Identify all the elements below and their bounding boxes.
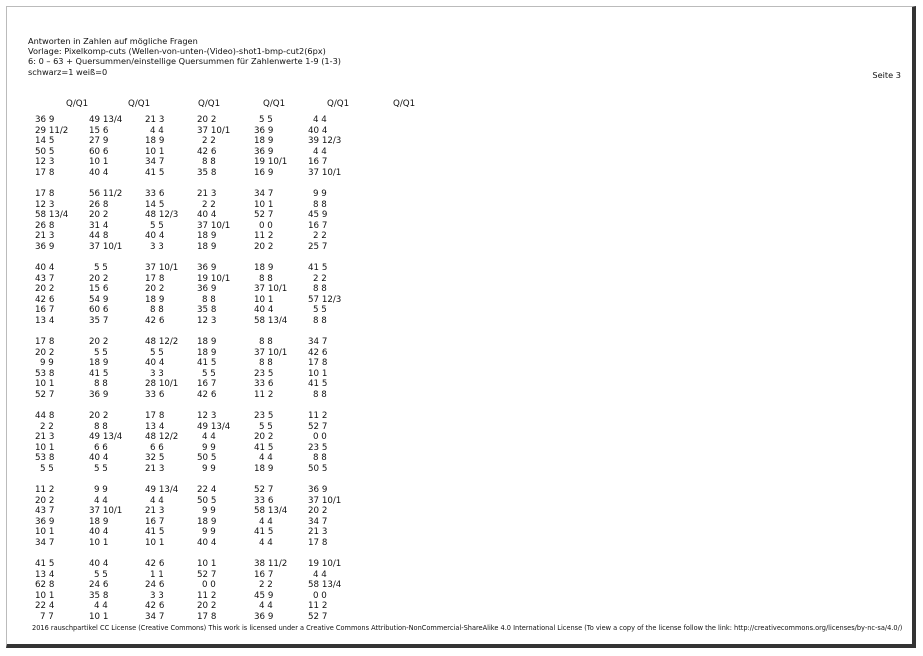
table-cell: 10 1 — [89, 157, 109, 168]
table-cell: 20 2 — [308, 506, 328, 517]
table-cell: 17 8 — [145, 273, 165, 284]
table-cell: 9 9 — [202, 464, 216, 474]
table-cell: 16 7 — [197, 379, 217, 390]
table-cell: 21 3 — [35, 231, 55, 242]
column-header: Q/Q1 — [393, 99, 416, 109]
table-cell: 8 8 — [94, 421, 108, 432]
table-cell: 11 2 — [35, 485, 55, 495]
table-cell: 12 3 — [35, 199, 55, 210]
table-cell: 49 13/4 — [145, 485, 179, 495]
table-cell: 3 3 — [150, 590, 164, 601]
table-cell: 58 13/4 — [308, 580, 342, 591]
table-cell: 16 7 — [308, 157, 328, 168]
table-cell: 1 1 — [150, 569, 164, 580]
table-cell: 2 2 — [313, 273, 327, 284]
table-cell: 52 7 — [35, 390, 55, 400]
table-cell: 15 6 — [89, 284, 109, 295]
table-cell: 5 5 — [40, 464, 54, 474]
table-cell: 50 5 — [35, 146, 55, 157]
table-cell: 25 7 — [308, 242, 328, 252]
table-cell: 58 13/4 — [35, 210, 69, 221]
table-cell: 37 10/1 — [89, 506, 123, 517]
table-cell: 5 5 — [150, 220, 164, 231]
table-cell: 18 9 — [254, 136, 274, 147]
table-cell: 19 10/1 — [308, 559, 342, 569]
table-cell: 49 13/4 — [197, 421, 231, 432]
table-cell: 40 4 — [197, 538, 217, 548]
table-cell: 8 8 — [313, 316, 327, 326]
table-cell: 4 4 — [259, 453, 273, 464]
header-title: Antworten in Zahlen auf mögliche Fragen — [28, 36, 198, 46]
table-cell: 53 8 — [35, 453, 55, 464]
table-cell: 17 8 — [145, 411, 165, 421]
table-cell: 9 9 — [202, 506, 216, 517]
table-cell: 11 2 — [254, 390, 274, 400]
header-source: Vorlage: Pixelkomp-cuts (Wellen-von-unten-(Video)-shot1-bmp-cut2(6px) — [28, 46, 326, 57]
table-cell: 42 6 — [145, 601, 165, 612]
table-cell: 50 5 — [197, 453, 217, 464]
table-cell: 9 9 — [313, 189, 327, 199]
column-header: Q/Q1 — [327, 99, 350, 109]
table-cell: 41 5 — [308, 379, 328, 390]
column-header: Q/Q1 — [263, 99, 286, 109]
table-cell: 5 5 — [94, 347, 108, 358]
table-cell: 8 8 — [202, 294, 216, 305]
table-cell: 35 8 — [89, 590, 109, 601]
table-cell: 13 4 — [35, 316, 55, 326]
table-cell: 10 1 — [35, 379, 55, 390]
table-cell: 39 12/3 — [308, 136, 342, 147]
table-cell: 0 0 — [202, 580, 216, 591]
table-cell: 4 4 — [313, 569, 327, 580]
table-cell: 45 9 — [254, 590, 274, 601]
table-cell: 38 11/2 — [254, 559, 288, 569]
table-cell: 34 7 — [145, 157, 165, 168]
table-cell: 42 6 — [35, 294, 55, 305]
table-cell: 9 9 — [40, 358, 54, 369]
table-cell: 52 7 — [308, 612, 328, 622]
table-cell: 34 7 — [254, 189, 274, 199]
table-cell: 40 4 — [35, 263, 55, 273]
table-cell: 22 4 — [35, 601, 55, 612]
table-cell: 8 8 — [202, 157, 216, 168]
table-cell: 9 9 — [202, 442, 216, 453]
column-header: Q/Q1 — [128, 99, 151, 109]
table-cell: 50 5 — [197, 495, 217, 506]
table-cell: 4 4 — [150, 125, 164, 136]
table-cell: 17 8 — [35, 168, 55, 178]
table-cell: 24 6 — [145, 580, 165, 591]
table-cell: 56 11/2 — [89, 189, 123, 199]
table-cell: 62 8 — [35, 580, 55, 591]
table-cell: 3 3 — [150, 368, 164, 379]
header-legend: schwarz=1 weiß=0 — [28, 66, 108, 77]
table-cell: 36 9 — [197, 284, 217, 295]
table-cell: 5 5 — [94, 569, 108, 580]
table-cell: 40 4 — [254, 305, 274, 316]
table-cell: 40 4 — [89, 453, 109, 464]
table-cell: 37 10/1 — [254, 347, 288, 358]
column-header: Q/Q1 — [198, 99, 221, 109]
table-cell: 10 1 — [197, 559, 217, 569]
table-cell: 41 5 — [145, 168, 165, 178]
table-cell: 4 4 — [202, 432, 216, 443]
table-cell: 43 7 — [35, 506, 55, 517]
table-cell: 2 2 — [202, 136, 216, 147]
table-cell: 33 6 — [145, 390, 165, 400]
table-cell: 37 10/1 — [197, 125, 231, 136]
table-cell: 8 8 — [313, 199, 327, 210]
table-cell: 20 2 — [145, 284, 165, 295]
table-cell: 40 4 — [89, 527, 109, 538]
table-cell: 40 4 — [89, 168, 109, 178]
table-cell: 10 1 — [89, 612, 109, 622]
table-cell: 37 10/1 — [308, 495, 342, 506]
table-cell: 4 4 — [94, 601, 108, 612]
table-cell: 18 9 — [197, 516, 217, 527]
table-cell: 53 8 — [35, 368, 55, 379]
table-cell: 37 10/1 — [254, 284, 288, 295]
column-header: Q/Q1 — [66, 99, 89, 109]
table-cell: 26 8 — [89, 199, 109, 210]
header-description: 6: 0 – 63 + Quersummen/einstellige Quersummen für Zahlenwerte 1-9 (1-3) — [28, 56, 341, 67]
table-cell: 36 9 — [254, 125, 274, 136]
table-cell: 36 9 — [254, 146, 274, 157]
table-cell: 19 10/1 — [197, 273, 231, 284]
table-cell: 26 8 — [35, 220, 55, 231]
table-cell: 8 8 — [94, 379, 108, 390]
table-cell: 10 1 — [145, 146, 165, 157]
table-cell: 36 9 — [308, 485, 328, 495]
table-cell: 18 9 — [254, 464, 274, 474]
table-cell: 13 4 — [145, 421, 165, 432]
table-cell: 21 3 — [145, 506, 165, 517]
table-cell: 54 9 — [89, 294, 109, 305]
table-cell: 37 10/1 — [197, 220, 231, 231]
table-cell: 40 4 — [145, 358, 165, 369]
table-cell: 35 7 — [89, 316, 109, 326]
table-cell: 8 8 — [259, 337, 273, 347]
table-cell: 10 1 — [35, 442, 55, 453]
table-cell: 35 8 — [197, 305, 217, 316]
table-cell: 42 6 — [145, 559, 165, 569]
table-cell: 20 2 — [254, 432, 274, 443]
table-cell: 50 5 — [308, 464, 328, 474]
table-cell: 16 7 — [254, 569, 274, 580]
table-cell: 20 2 — [89, 337, 109, 347]
table-cell: 36 9 — [35, 516, 55, 527]
table-cell: 34 7 — [145, 612, 165, 622]
table-cell: 48 12/3 — [145, 210, 179, 221]
table-cell: 41 5 — [197, 358, 217, 369]
table-cell: 41 5 — [308, 263, 328, 273]
table-cell: 16 7 — [35, 305, 55, 316]
table-cell: 4 4 — [313, 146, 327, 157]
table-cell: 40 4 — [89, 559, 109, 569]
table-cell: 40 4 — [145, 231, 165, 242]
table-cell: 4 4 — [94, 495, 108, 506]
table-cell: 16 9 — [254, 168, 274, 178]
table-cell: 52 7 — [254, 210, 274, 221]
table-cell: 41 5 — [145, 527, 165, 538]
table-cell: 20 2 — [197, 601, 217, 612]
table-cell: 58 13/4 — [254, 316, 288, 326]
table-cell: 20 2 — [35, 347, 55, 358]
table-cell: 41 5 — [254, 527, 274, 538]
table-cell: 49 13/4 — [89, 432, 123, 443]
table-cell: 20 2 — [254, 242, 274, 252]
table-cell: 27 9 — [89, 136, 109, 147]
table-cell: 2 2 — [313, 231, 327, 242]
table-cell: 37 10/1 — [145, 263, 179, 273]
table-cell: 49 13/4 — [89, 115, 123, 125]
table-cell: 4 4 — [259, 538, 273, 548]
table-cell: 17 8 — [35, 337, 55, 347]
table-cell: 9 9 — [202, 527, 216, 538]
table-cell: 20 2 — [89, 210, 109, 221]
table-cell: 7 7 — [40, 612, 54, 622]
table-cell: 5 5 — [94, 263, 108, 273]
table-cell: 5 5 — [202, 368, 216, 379]
table-cell: 57 12/3 — [308, 294, 342, 305]
table-cell: 18 9 — [254, 263, 274, 273]
table-cell: 34 7 — [35, 538, 55, 548]
table-cell: 11 2 — [308, 601, 328, 612]
table-cell: 52 7 — [308, 421, 328, 432]
table-cell: 31 4 — [89, 220, 109, 231]
table-cell: 34 7 — [308, 516, 328, 527]
table-cell: 16 7 — [308, 220, 328, 231]
table-cell: 13 4 — [35, 569, 55, 580]
table-cell: 21 3 — [145, 115, 165, 125]
table-cell: 9 9 — [94, 485, 108, 495]
table-cell: 28 10/1 — [145, 379, 179, 390]
table-cell: 58 13/4 — [254, 506, 288, 517]
table-cell: 16 7 — [145, 516, 165, 527]
table-cell: 17 8 — [308, 538, 328, 548]
table-cell: 37 10/1 — [308, 168, 342, 178]
table-cell: 41 5 — [89, 368, 109, 379]
table-cell: 0 0 — [313, 432, 327, 443]
table-cell: 29 11/2 — [35, 125, 69, 136]
table-cell: 5 5 — [259, 421, 273, 432]
table-cell: 37 10/1 — [89, 242, 123, 252]
table-cell: 35 8 — [197, 168, 217, 178]
table-cell: 18 9 — [197, 242, 217, 252]
table-cell: 20 2 — [197, 115, 217, 125]
table-cell: 21 3 — [145, 464, 165, 474]
table-cell: 2 2 — [202, 199, 216, 210]
table-cell: 24 6 — [89, 580, 109, 591]
table-cell: 4 4 — [313, 115, 327, 125]
table-cell: 44 8 — [35, 411, 55, 421]
table-cell: 10 1 — [35, 527, 55, 538]
table-cell: 33 6 — [254, 379, 274, 390]
table-cell: 60 6 — [89, 305, 109, 316]
table-cell: 14 5 — [35, 136, 55, 147]
table-cell: 8 8 — [313, 453, 327, 464]
table-cell: 43 7 — [35, 273, 55, 284]
table-cell: 40 4 — [308, 125, 328, 136]
license-footer: 2016 rauschpartikel CC License (Creative Commons) This work is licensed under a Creative Commons Attribution-NonCommercial-ShareAlike 4.0 International License (To view a copy of the license follow the link: http://creativecommons.org/licenses/by-nc-sa/4.0/) — [32, 624, 903, 632]
table-cell: 15 6 — [89, 125, 109, 136]
table-cell: 36 9 — [197, 263, 217, 273]
table-cell: 12 3 — [197, 411, 217, 421]
table-cell: 52 7 — [197, 569, 217, 580]
table-cell: 10 1 — [89, 538, 109, 548]
table-cell: 21 3 — [35, 432, 55, 443]
table-cell: 42 6 — [308, 347, 328, 358]
table-cell: 5 5 — [150, 347, 164, 358]
table-cell: 0 0 — [259, 220, 273, 231]
table-cell: 36 9 — [35, 115, 55, 125]
table-cell: 36 9 — [89, 390, 109, 400]
table-cell: 40 4 — [197, 210, 217, 221]
table-cell: 18 9 — [89, 516, 109, 527]
table-cell: 42 6 — [197, 390, 217, 400]
table-cell: 20 2 — [89, 273, 109, 284]
table-cell: 4 4 — [259, 516, 273, 527]
table-cell: 33 6 — [254, 495, 274, 506]
table-cell: 17 8 — [35, 189, 55, 199]
table-cell: 36 9 — [254, 612, 274, 622]
table-cell: 19 10/1 — [254, 157, 288, 168]
table-cell: 23 5 — [308, 442, 328, 453]
table-cell: 18 9 — [89, 358, 109, 369]
table-cell: 11 2 — [197, 590, 217, 601]
table-cell: 18 9 — [197, 231, 217, 242]
table-cell: 5 5 — [94, 464, 108, 474]
table-cell: 5 5 — [259, 115, 273, 125]
table-cell: 45 9 — [308, 210, 328, 221]
table-cell: 10 1 — [35, 590, 55, 601]
table-cell: 2 2 — [259, 580, 273, 591]
table-cell: 14 5 — [145, 199, 165, 210]
table-cell: 48 12/2 — [145, 337, 179, 347]
table-cell: 20 2 — [89, 411, 109, 421]
table-cell: 10 1 — [254, 294, 274, 305]
table-cell: 10 1 — [308, 368, 328, 379]
table-cell: 3 3 — [150, 242, 164, 252]
table-cell: 23 5 — [254, 368, 274, 379]
table-cell: 12 3 — [35, 157, 55, 168]
table-cell: 12 3 — [197, 316, 217, 326]
table-cell: 41 5 — [35, 559, 55, 569]
table-cell: 8 8 — [313, 284, 327, 295]
table-cell: 0 0 — [313, 590, 327, 601]
table-cell: 10 1 — [254, 199, 274, 210]
table-cell: 17 8 — [308, 358, 328, 369]
table-cell: 11 2 — [308, 411, 328, 421]
document-header — [28, 36, 341, 77]
table-cell: 8 8 — [150, 305, 164, 316]
page-number: Seite 3 — [872, 70, 901, 80]
table-cell: 44 8 — [89, 231, 109, 242]
table-cell: 18 9 — [145, 136, 165, 147]
table-cell: 34 7 — [308, 337, 328, 347]
table-cell: 18 9 — [145, 294, 165, 305]
table-cell: 2 2 — [40, 421, 54, 432]
table-cell: 21 3 — [197, 189, 217, 199]
table-cell: 33 6 — [145, 189, 165, 199]
table-cell: 41 5 — [254, 442, 274, 453]
table-cell: 8 8 — [313, 390, 327, 400]
table-cell: 5 5 — [313, 305, 327, 316]
table-cell: 4 4 — [259, 601, 273, 612]
table-cell: 21 3 — [308, 527, 328, 538]
table-cell: 42 6 — [145, 316, 165, 326]
table-cell: 36 9 — [35, 242, 55, 252]
table-cell: 60 6 — [89, 146, 109, 157]
table-cell: 8 8 — [259, 358, 273, 369]
table-cell: 32 5 — [145, 453, 165, 464]
table-cell: 22 4 — [197, 485, 217, 495]
table-cell: 48 12/2 — [145, 432, 179, 443]
table-cell: 11 2 — [254, 231, 274, 242]
table-cell: 10 1 — [145, 538, 165, 548]
table-cell: 18 9 — [197, 337, 217, 347]
table-cell: 20 2 — [35, 495, 55, 506]
table-cell: 6 6 — [94, 442, 108, 453]
table-cell: 52 7 — [254, 485, 274, 495]
table-cell: 20 2 — [35, 284, 55, 295]
table-cell: 23 5 — [254, 411, 274, 421]
table-cell: 8 8 — [259, 273, 273, 284]
table-cell: 18 9 — [197, 347, 217, 358]
table-cell: 17 8 — [197, 612, 217, 622]
table-cell: 42 6 — [197, 146, 217, 157]
table-cell: 6 6 — [150, 442, 164, 453]
table-cell: 4 4 — [150, 495, 164, 506]
